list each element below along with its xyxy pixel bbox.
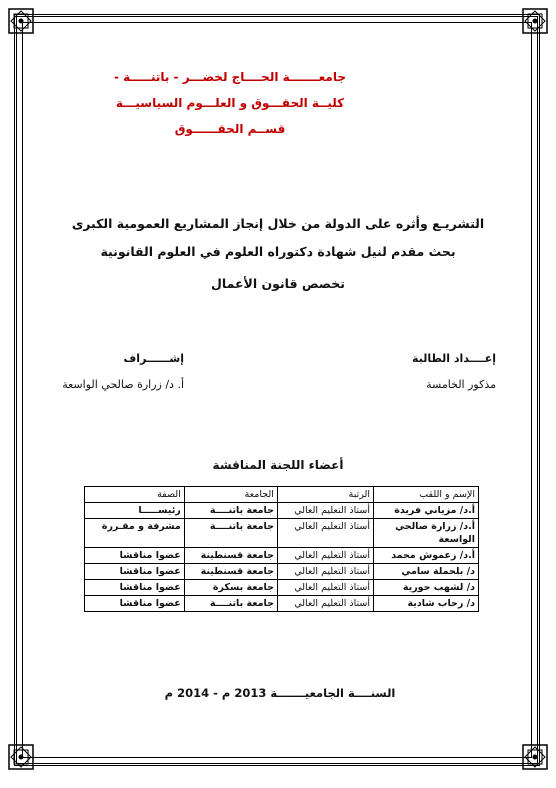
student-name: مذكور الخامسة [426,378,496,391]
committee-heading: أعضاء اللجنة المناقشة [212,458,344,472]
table-header-row [85,487,479,503]
supervision-label: إشــــــراف [123,352,184,365]
member-university: جامعة باتنــــة [184,519,277,548]
corner-ornament-icon [8,8,34,34]
member-role: عضوا مناقشا [85,580,185,596]
member-role: رئيســـــا [85,503,185,519]
member-rank: أستاذ التعليم العالي [277,596,373,612]
column-header: الجامعة [184,487,277,503]
prepared-by-label: إعــــداد الطالبة [412,352,496,365]
thesis-specialty: تخصص قانون الأعمال [211,276,345,291]
faculty-name: كليــة الحقـــوق و العلـــوم السياسيـــة [115,96,345,110]
department-name: قســم الحقــــــوق [174,122,286,136]
table-row [85,548,479,564]
member-rank: أستاذ التعليم العالي [277,548,373,564]
member-name: أ.د/ زعموش محمد [374,548,479,564]
member-name: د/ بلحملة سامي [374,564,479,580]
member-university: جامعة قسنطينة [184,548,277,564]
member-role: عضوا مناقشا [85,548,185,564]
member-role: عضوا مناقشا [85,564,185,580]
member-university: جامعة باتنــــة [184,503,277,519]
column-header: الرتبة [277,487,373,503]
member-role: عضوا مناقشا [85,596,185,612]
column-header: الصفة [85,487,185,503]
member-university: جامعة قسنطينة [184,564,277,580]
member-name: أ.د/ مزياني فريدة [374,503,479,519]
committee-table [84,486,479,612]
table-row [85,503,479,519]
table-row [85,596,479,612]
member-name: أ.د/ زرارة صالحي الواسعة [374,519,479,548]
column-header: الإسم و اللقب [374,487,479,503]
member-name: د/ لشهب حورية [374,580,479,596]
member-rank: أستاذ التعليم العالي [277,580,373,596]
member-rank: أستاذ التعليم العالي [277,503,373,519]
table-row [85,519,479,548]
table-row [85,564,479,580]
member-rank: أستاذ التعليم العالي [277,564,373,580]
member-rank: أستاذ التعليم العالي [277,519,373,548]
corner-ornament-icon [522,744,548,770]
member-role: مشرفة و مقـررة [85,519,185,548]
corner-ornament-icon [8,744,34,770]
corner-ornament-icon [522,8,548,34]
supervisor-name: أ. د/ زرارة صالحي الواسعة [62,378,184,391]
member-university: جامعة باتنــــة [184,596,277,612]
member-name: د/ رحاب شادية [374,596,479,612]
academic-year: السنــــة الجامعيـــــــة 2013 م - 2014 م [164,686,396,700]
university-name: جامعـــــــة الحــــاج لخضـــر - باتنـــــة - [114,70,346,84]
table-row [85,580,479,596]
thesis-title: التشريـع وأثره على الدولة من خلال إنجاز المشاريع العمومية الكبرى [71,216,485,231]
thesis-degree: بحث مقدم لنيل شهادة دكتوراه العلوم في العلوم القانونية [100,244,456,259]
member-university: جامعة بسكرة [184,580,277,596]
